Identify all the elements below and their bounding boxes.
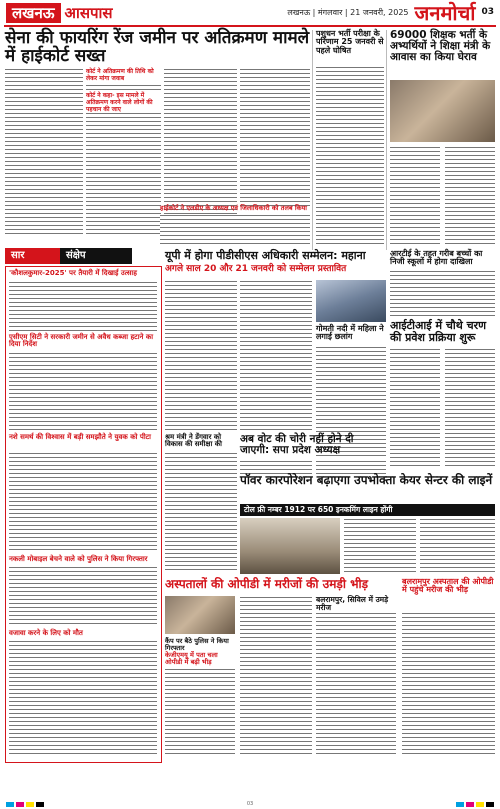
- story1-body-col1: [5, 68, 83, 236]
- story9-body-col2: [445, 348, 495, 468]
- brief1-headline: 'कौशलकुमार-2025' पर तैयारी में दिखाई उत्साह: [9, 269, 137, 277]
- color-registration-marks: [6, 802, 44, 807]
- date-line: लखनऊ | मंगलवार | 21 जनवरी, 2025: [287, 7, 409, 17]
- brief1-body: [9, 281, 157, 331]
- story2-headline: पशुधन भर्ती परीक्षा के परिणाम 25 जनवरी से पहले घोषित: [316, 29, 384, 55]
- story6-headline: श्रम मंत्री ने डेंगवार को विकास की समीक्षा की: [165, 433, 222, 449]
- story8-headline: आरटीई के तहत गरीब बच्चों का निजी स्कूलों में होगा दाखिला: [390, 249, 483, 267]
- story2-body: [316, 66, 384, 246]
- brief4-body: [9, 566, 157, 626]
- power-block: [240, 474, 495, 574]
- subsection-name: आसपास: [64, 4, 113, 22]
- column-divider: [312, 30, 313, 250]
- story10-headline: पॉवर कारपोरेशन बढ़ाएगा उपभोक्ता केयर सेन्टर की लाइनें: [240, 473, 493, 487]
- story11-headline: अस्पतालों की ओपीडी में मरीजों की उमड़ी भीड़: [165, 577, 369, 591]
- story9-headline: आईटीआई में चौथे चरण की प्रवेश प्रक्रिया शुरू: [390, 319, 487, 344]
- story12-body: [316, 612, 396, 756]
- masthead: [287, 0, 494, 24]
- column-divider: [386, 30, 387, 250]
- brief5-headline: वजावा करने के लिए को मौत: [9, 629, 83, 637]
- section-name: लखनऊ: [6, 3, 61, 23]
- story13-body: [402, 612, 495, 756]
- story13-headline: बलरामपुर अस्पताल की ओपीडी में पहुंचे मरीज की भीड़: [402, 577, 494, 595]
- story6-body: [165, 452, 237, 572]
- story14-headline: केजीएमयू में पता चला ओपीडी में बढ़ी भीड़: [165, 651, 218, 666]
- section-header: [6, 3, 113, 23]
- story9-body-col1: [390, 348, 440, 468]
- hospital-photo: [165, 596, 235, 634]
- story1-headline: सेना की फायरिंग रेंज जमीन पर अतिक्रमण मामले में हाईकोर्ट सख्त: [5, 28, 310, 66]
- story1-subheading: हाईकोर्ट ने एलडीए के अध्यक्ष एवं जिलाधिकारी को तलब किया: [160, 204, 307, 212]
- story11-body-col1: [240, 596, 312, 756]
- brief2-body: [9, 352, 157, 430]
- story10-body-col1: [344, 518, 416, 574]
- story4-body-col1: [165, 280, 237, 430]
- story10-body-col2: [420, 518, 495, 574]
- brief3-headline: नशे समर्थ की विश्वास में बड़ी समझौते ने युवक को पीटा: [9, 433, 151, 441]
- color-registration-marks-right: [456, 802, 494, 807]
- power-photo: [240, 518, 340, 574]
- protest-photo: [390, 80, 495, 142]
- page-number: 03: [481, 7, 494, 17]
- story8-body: [390, 270, 495, 316]
- brief-section-label2: संक्षेप: [60, 248, 132, 264]
- story4-subheading: अगले साल 20 और 21 जनवरी को सम्मेलन प्रस्तावित: [165, 264, 347, 274]
- story1-bullet1: कोर्ट ने अतिक्रमण की तिथि को लेकर मांगा जवाब: [86, 68, 161, 82]
- footer-page-number: 03: [246, 801, 254, 807]
- story1-body-col4: [240, 68, 310, 206]
- masthead-rule: [4, 25, 496, 27]
- story4-headline: यूपी में होगा पीडीसीएस अधिकारी सम्मेलन: महाना: [165, 249, 366, 262]
- story12-headline: बलरामपुर, सिविल में उमड़े मरीज: [316, 595, 389, 612]
- gomti-photo: [316, 280, 386, 322]
- brief2-headline: एसीएम सिटी ने सरकारी जमीन से अवैध कब्जा हटाने का दिया निर्देश: [9, 333, 154, 349]
- story10-subheading: टोल फ्री नम्बर 1912 पर 650 इनकमिंग लाइन होंगी: [240, 504, 495, 516]
- story3-headline: 69000 शिक्षक भर्ती के अभ्यर्थियों ने शिक्षा मंत्री के आवास का किया घेराव: [390, 29, 491, 64]
- story7-headline: अब वोट की चोरी नहीं होने दी जाएगी: सपा प्रदेश अध्यक्ष: [240, 433, 354, 457]
- story3-body-col2: [445, 146, 495, 246]
- story1-bullet2: कोर्ट ने कहा- इस मामले में अतिक्रमण करने वाले लोगों की पहचान की जाए: [86, 92, 161, 113]
- page-footer: [0, 799, 500, 809]
- story15-headline: कैंप पर बैठे पुलिस ने किया गिरफ्तार: [165, 637, 229, 652]
- brief4-headline: नकली मोबाइल बेचने वाले को पुलिस ने किया गिरफ्तार: [9, 555, 148, 563]
- story4-body-col2: [240, 280, 312, 430]
- brief-section-label: सार: [5, 248, 67, 264]
- story5-headline: गोमती नदी में महिला ने लगाई छलांग: [316, 324, 384, 342]
- story3-body-col1: [390, 146, 440, 246]
- brief5-body: [9, 640, 157, 756]
- story14-body: [165, 668, 235, 756]
- newspaper-logo: जनमोर्चा: [414, 0, 476, 25]
- brief3-body: [9, 452, 157, 552]
- story1-body-tail: [160, 214, 310, 244]
